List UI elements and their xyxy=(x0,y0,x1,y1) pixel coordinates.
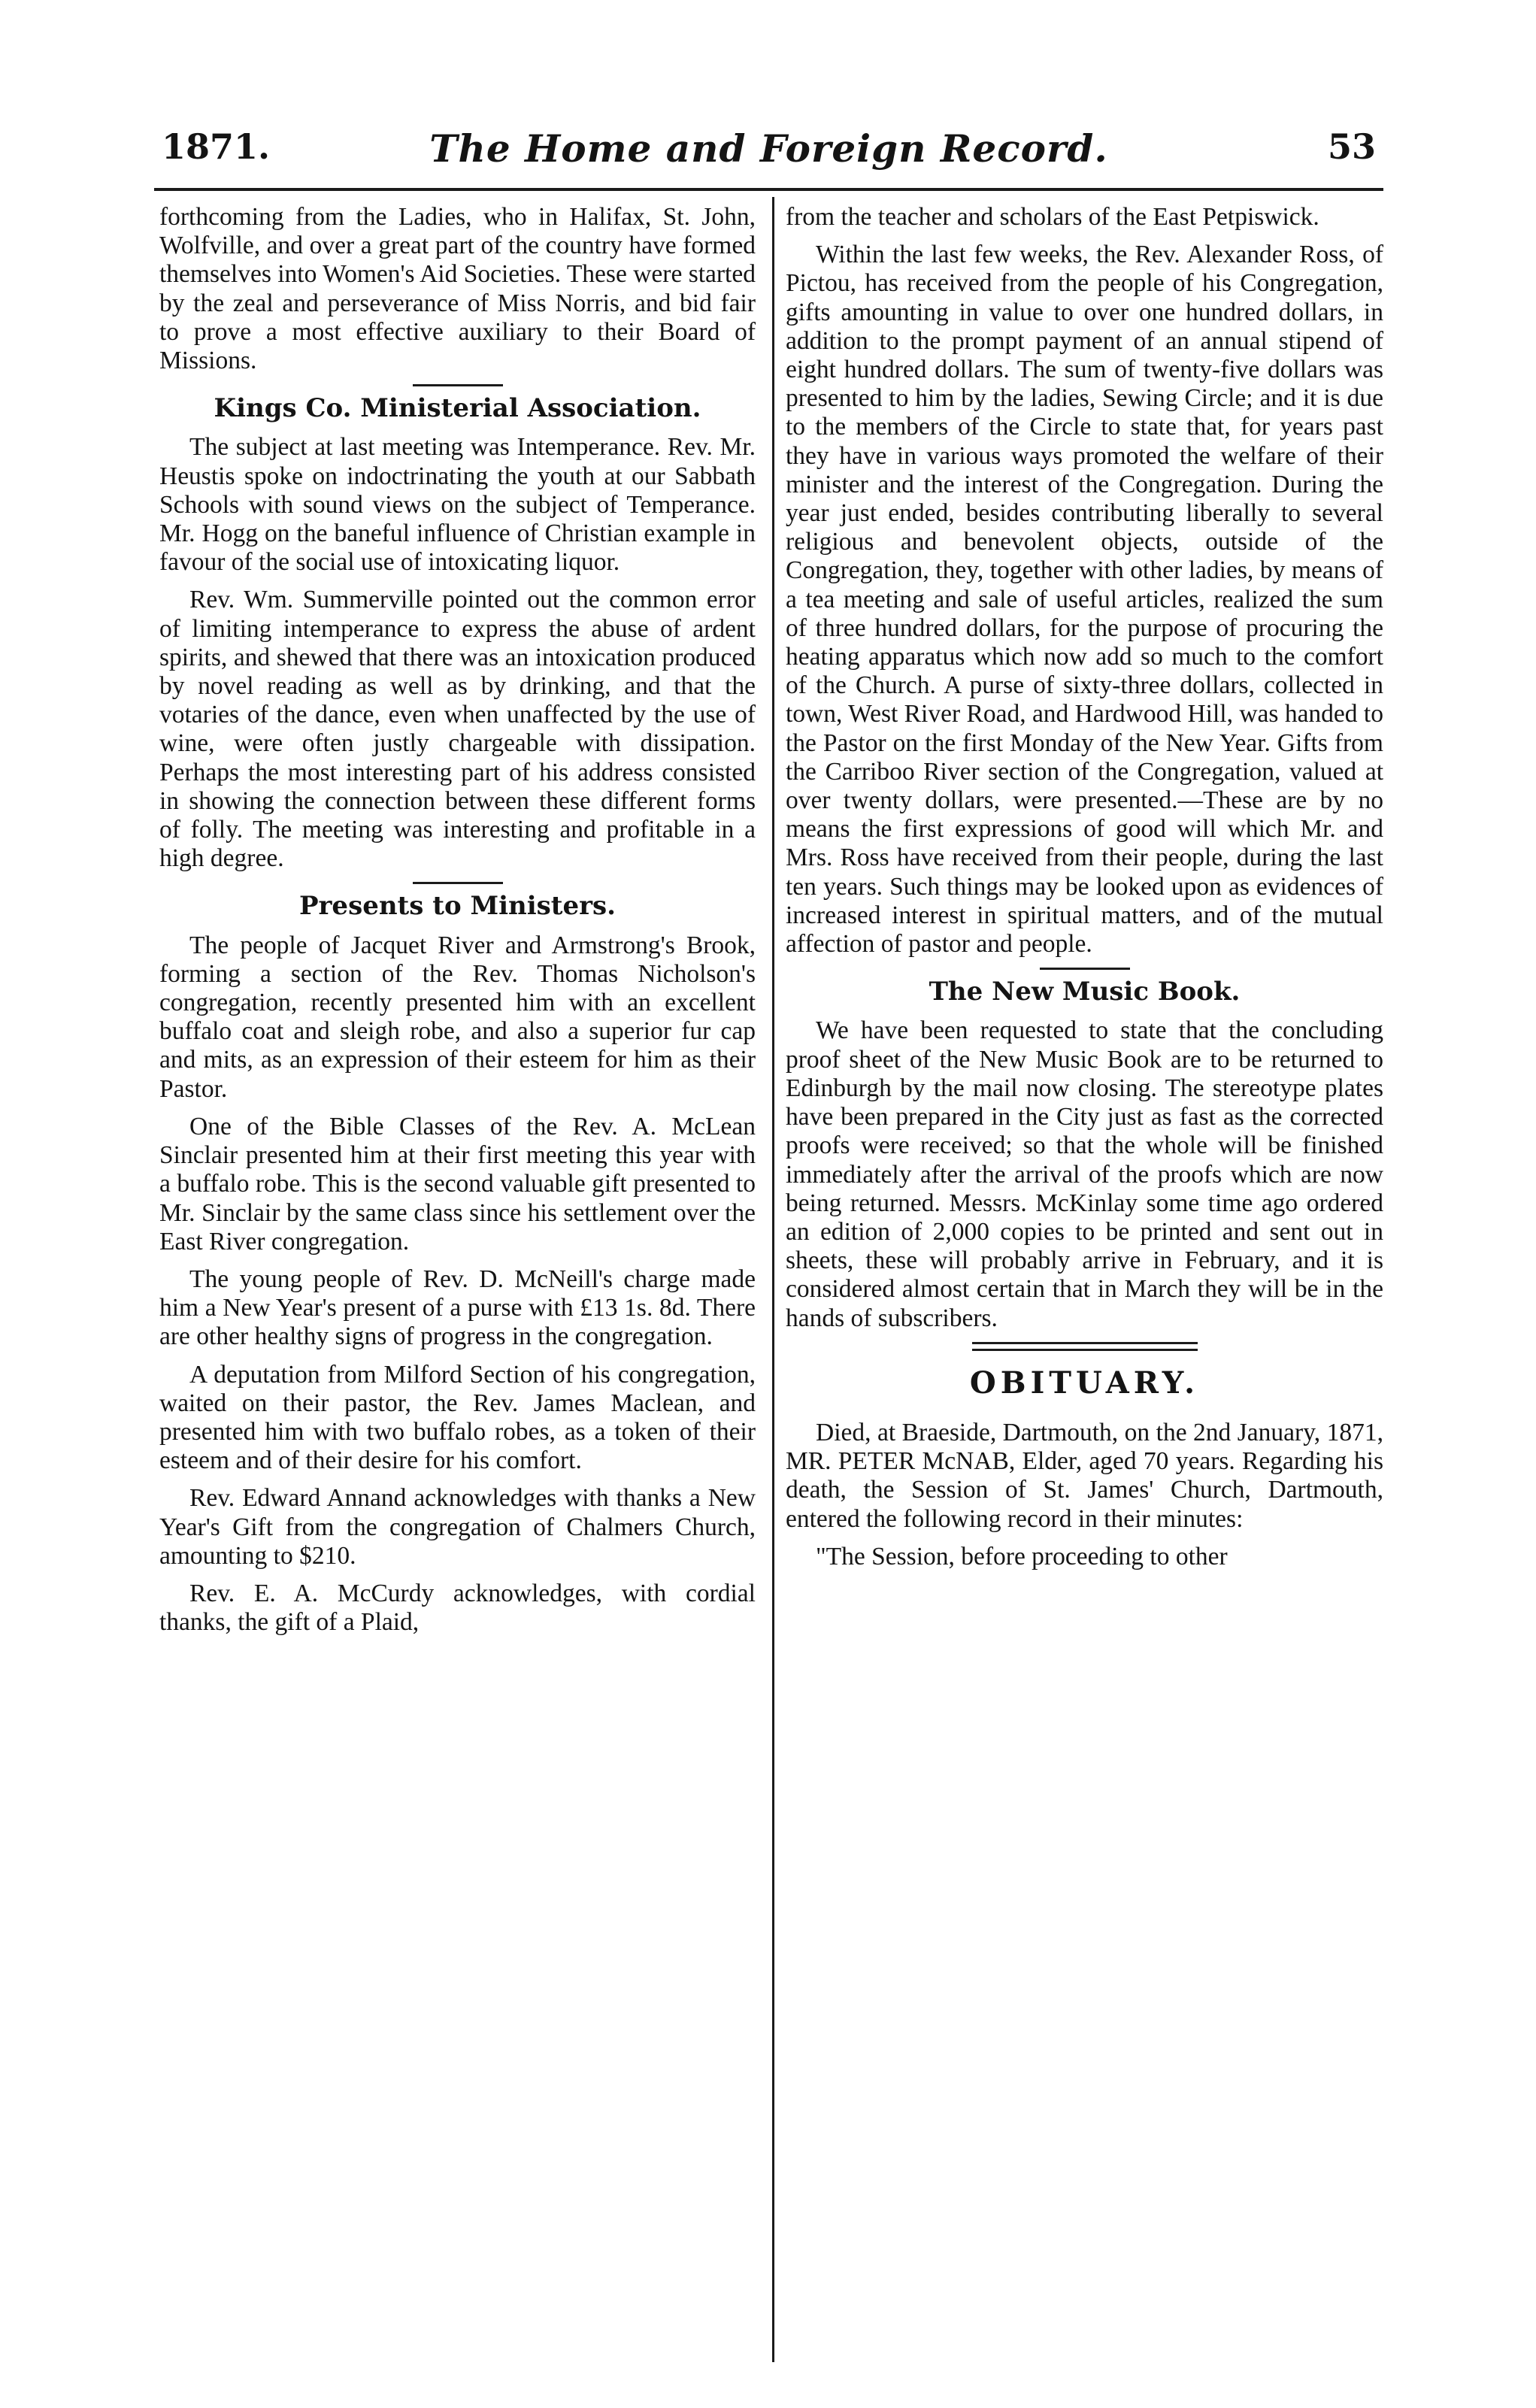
right-column xyxy=(786,203,1383,1580)
section-rule xyxy=(413,384,503,386)
double-rule xyxy=(972,1342,1198,1351)
paragraph-kings-intemperance: The subject at last meeting was Intemperance. Rev. Mr. Heustis spoke on indoctrinating the youth at our Sabbath Schools with sound views on the subject of Temperance. Mr. Hogg on the baneful influence of Christian example in favour of the social use of intoxicating liquor. xyxy=(159,433,756,577)
paragraph-nicholson: The people of Jacquet River and Armstrong's Brook, forming a section of the Rev. Thomas Nicholson's congregation, recently presented him with an excellent buffalo coat and sleigh robe, and also a superior fur cap and mits, as an expression of their esteem for him as their Pastor. xyxy=(159,931,756,1103)
header-title: The Home and Foreign Record. xyxy=(429,126,1108,171)
heading-obituary: OBITUARY. xyxy=(969,1365,1200,1401)
paragraph-sinclair: One of the Bible Classes of the Rev. A. McLean Sinclair presented him at their first meeting this year with a buffalo robe. This is the second valuable gift presented to Mr. Sinclair by the same class since his settlement over the East River congregation. xyxy=(159,1112,756,1255)
section-rule xyxy=(413,882,503,884)
page-number: 53 xyxy=(1327,126,1376,167)
paragraph-obituary-session: "The Session, before proceeding to other xyxy=(816,1542,1228,1571)
paragraph-mccurdy: Rev. E. A. McCurdy acknowledges, with cordial thanks, the gift of a Plaid, xyxy=(159,1579,756,1637)
header-rule xyxy=(154,188,1383,191)
paragraph-annand: Rev. Edward Annand acknowledges with thanks a New Year's Gift from the congregation of Chalmers Church, amounting to $210. xyxy=(159,1484,756,1570)
running-head xyxy=(154,126,1383,186)
paragraph-obituary-mcnab: Died, at Braeside, Dartmouth, on the 2nd January, 1871, MR. PETER McNAB, Elder, aged 70 years. Regarding his death, the Session of St. James' Church, Dartmouth, entered the following record in their minutes: xyxy=(786,1418,1383,1533)
left-column xyxy=(159,203,756,1646)
heading-music-book: The New Music Book. xyxy=(929,977,1241,1007)
header-year: 1871. xyxy=(162,126,271,167)
paragraph-petpiswick: from the teacher and scholars of the East Petpiswick. xyxy=(786,203,1319,231)
paragraph-womens-aid: forthcoming from the Ladies, who in Halifax, St. John, Wolfville, and over a great part of the country have formed themselves into Women's Aid Societies. These were started by the zeal and perseverance of Miss Norris, and bid fair to prove a most effective auxiliary to their Board of Missions. xyxy=(159,203,756,375)
column-divider xyxy=(772,197,774,2362)
paragraph-ross: Within the last few weeks, the Rev. Alexander Ross, of Pictou, has received from the people of his Congregation, gifts amounting in value to over one hundred dollars, in addition to the prompt payment of an annual stipend of eight hundred dollars. The sum of twenty-five dollars was presented to him by the ladies, Sewing Circle; and it is due to the members of the Circle to state that, for years past they have in various ways promoted the welfare of their minister and the interest of the Congregation. During the year just ended, besides contributing liberally to several religious and benevolent objects, outside of the Congregation, they, together with other ladies, by means of a tea meeting and sale of useful articles, realized the sum of three hundred dollars, for the purpose of procuring the heating apparatus which now add so much to the comfort of the Church. A purse of sixty-three dollars, collected in town, West River Road, and Hardwood Hill, was handed to the Pastor on the first Monday of the New Year. Gifts from the Carriboo River section of the Congregation, valued at over twenty dollars, were presented.—These are by no means the first expressions of good will which Mr. and Mrs. Ross have received from their people, during the last ten years. Such things may be looked upon as evidences of increased interest in spiritual matters, and of the mutual affection of pastor and people. xyxy=(786,241,1383,959)
paragraph-music-book: We have been requested to state that the concluding proof sheet of the New Music Book are to be returned to Edinburgh by the mail now closing. The stereotype plates have been prepared in the City just as fast as the corrected proofs were received; so that the whole will be finished immediately after the arrival of the proofs which are now being returned. Messrs. McKinlay some time ago ordered an edition of 2,000 copies to be printed and sent out in sheets, these will probably arrive in February, and it is considered almost certain that in March they will be in the hands of subscribers. xyxy=(786,1016,1383,1332)
paragraph-maclean: A deputation from Milford Section of his congregation, waited on their pastor, the Rev. James Maclean, and presented him with two buffalo robes, as a token of their esteem and of their desire for his comfort. xyxy=(159,1360,756,1475)
section-rule xyxy=(1040,968,1130,970)
paragraph-mcneill: The young people of Rev. D. McNeill's charge made him a New Year's present of a purse with £13 1s. 8d. There are other healthy signs of progress in the congregation. xyxy=(159,1265,756,1351)
heading-kings-co: Kings Co. Ministerial Association. xyxy=(214,393,701,424)
paragraph-kings-summerville: Rev. Wm. Summerville pointed out the common error of limiting intemperance to express the abuse of ardent spirits, and shewed that there was an intoxication produced by novel reading as well as by drinking, and that the votaries of the dance, even when unaffected by the use of wine, were often justly chargeable with dissipation. Perhaps the most interesting part of his address consisted in showing the connection between these different forms of folly. The meeting was interesting and profitable in a high degree. xyxy=(159,586,756,873)
heading-presents: Presents to Ministers. xyxy=(298,891,617,922)
